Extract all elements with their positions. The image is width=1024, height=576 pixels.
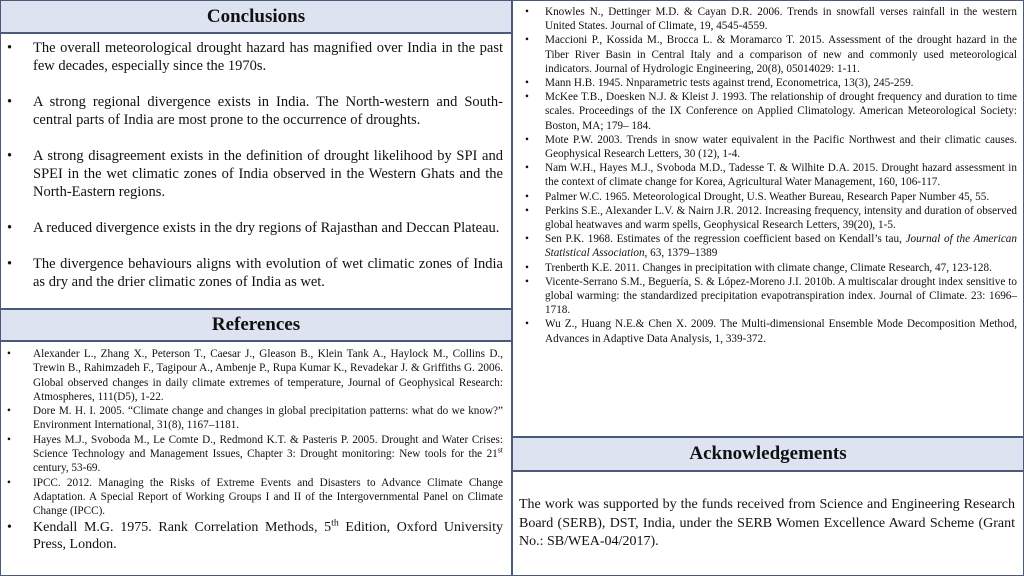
reference-item: • IPCC. 2012. Managing the Risks of Extreme Events and Disasters to Advance Climate Change Adaptation. A Special Report of Working Groups I and II of the Intergovernmental Panel on Climate Change (IPCC). [1,476,511,519]
conclusion-item: • The divergence behaviours aligns with evolution of wet climatic zones of India as dry and the drier climatic zones of India as wet. [1,255,511,291]
reference-item: • Kendall M.G. 1975. Rank Correlation Methods, 5th Edition, Oxford University Press, London. [1,519,511,554]
reference-item: • McKee T.B., Doesken N.J. & Kleist J. 1993. The relationship of drought frequency and duration to time scales. Proceedings of the IX Conference on Applied Climatology. American Meteorological Society: Boston, MA; 179– 184. [513,90,1023,133]
conclusion-item: • A strong regional divergence exists in India. The North-western and South-central parts of India are most prone to the occurrence of droughts. [1,93,511,129]
acknowledgements-title: Acknowledgements [689,443,847,464]
references-left-list [1,347,511,554]
references-left-box [0,341,512,576]
conclusion-item: • A reduced divergence exists in the dry regions of Rajasthan and Deccan Plateau. [1,219,511,237]
reference-item: • Perkins S.E., Alexander L.V. & Nairn J.R. 2012. Increasing frequency, intensity and duration of observed global heatwaves and warm spells, Geophysical Research Letters, 39(20), 1-5. [513,204,1023,232]
reference-item: • Hayes M.J., Svoboda M., Le Comte D., Redmond K.T. & Pasteris P. 2005. Drought and Water Crises: Science Technology and Management Issues, Chapter 3: Drought monitoring: New tools for the 21st century, 53-69. [1,433,511,476]
conclusion-item: • A strong disagreement exists in the definition of drought likelihood by SPI and SPEI in the wet climatic zones of India observed in the Western Ghats and the North-Eastern regions. [1,147,511,201]
conclusions-list [1,39,511,291]
conclusions-title: Conclusions [206,5,306,27]
conclusion-item: • The overall meteorological drought hazard has magnified over India in the past few decades, especially since the 1970s. [1,39,511,75]
references-right-list [513,5,1023,346]
conclusions-header [0,0,512,33]
reference-item: • Dore M. H. I. 2005. “Climate change and changes in global precipitation patterns: what do we know?” Environment International, 31(8), 1167–1181. [1,404,511,433]
reference-item: • Nam W.H., Hayes M.J., Svoboda M.D., Tadesse T. & Wilhite D.A. 2015. Drought hazard assessment in the context of climate change for Korea, Agricultural Water Management, 160, 106-117. [513,161,1023,189]
references-title: References [211,314,301,335]
reference-item: • Mann H.B. 1945. Nnparametric tests against trend, Econometrica, 13(3), 245-259. [513,76,1023,90]
reference-item: • Palmer W.C. 1965. Meteorological Drought, U.S. Weather Bureau, Research Paper Number 45, 55. [513,190,1023,204]
reference-item: • Alexander L., Zhang X., Peterson T., Caesar J., Gleason B., Klein Tank A., Haylock M., Collins D., Trewin B., Rahimzadeh F., Tagipour A., Ambenje P., Rupa Kumar K., Revadekar J. & Griffiths G. 2006. Global observed changes in daily climate extremes of temperature, Journal of Geophysical Research: Atmospheres, 111(D5), 1-22. [1,347,511,404]
conclusions-box [0,33,512,309]
reference-item: • Trenberth K.E. 2011. Changes in precipitation with climate change, Climate Research, 47, 123-128. [513,261,1023,275]
acknowledgements-box [512,471,1024,576]
reference-item: • Maccioni P., Kossida M., Brocca L. & Moramarco T. 2015. Assessment of the drought hazard in the Tiber River Basin in Central Italy and a comparison of new and commonly used meteorological indicators. Journal of Hydrologic Engineering, 20(8), 05014029: 1-11. [513,33,1023,76]
reference-item: • Wu Z., Huang N.E.& Chen X. 2009. The Multi-dimensional Ensemble Mode Decomposition Method, Advances in Adaptive Data Analysis, 1, 339-372. [513,317,1023,345]
reference-item: • Knowles N., Dettinger M.D. & Cayan D.R. 2006. Trends in snowfall verses rainfall in the western United States. Journal of Climate, 19, 4545-4559. [513,5,1023,33]
right-column [512,0,1024,576]
references-right-box [512,0,1024,437]
reference-item: • Mote P.W. 2003. Trends in snow water equivalent in the Pacific Northwest and their climatic causes. Geophysical Research Letters, 30 (12), 1-4. [513,133,1023,161]
reference-item: • Vicente-Serrano S.M., Beguería, S. & López-Moreno J.I. 2010b. A multiscalar drought index sensitive to global warming: the standardized precipitation evapotranspiration index. Journal of Climate. 23: 1696– 1718. [513,275,1023,318]
references-header [0,309,512,341]
acknowledgements-header [512,437,1024,471]
reference-item: • Sen P.K. 1968. Estimates of the regression coefficient based on Kendall’s tau, Journal of the American Statistical Association, 63, 1379–1389 [513,232,1023,260]
acknowledgements-text: The work was supported by the funds received from Science and Engineering Research Board (SERB), DST, India, under the SERB Women Excellence Award Scheme (Grant No.: SB/WEA-04/2017). [519,497,1015,549]
